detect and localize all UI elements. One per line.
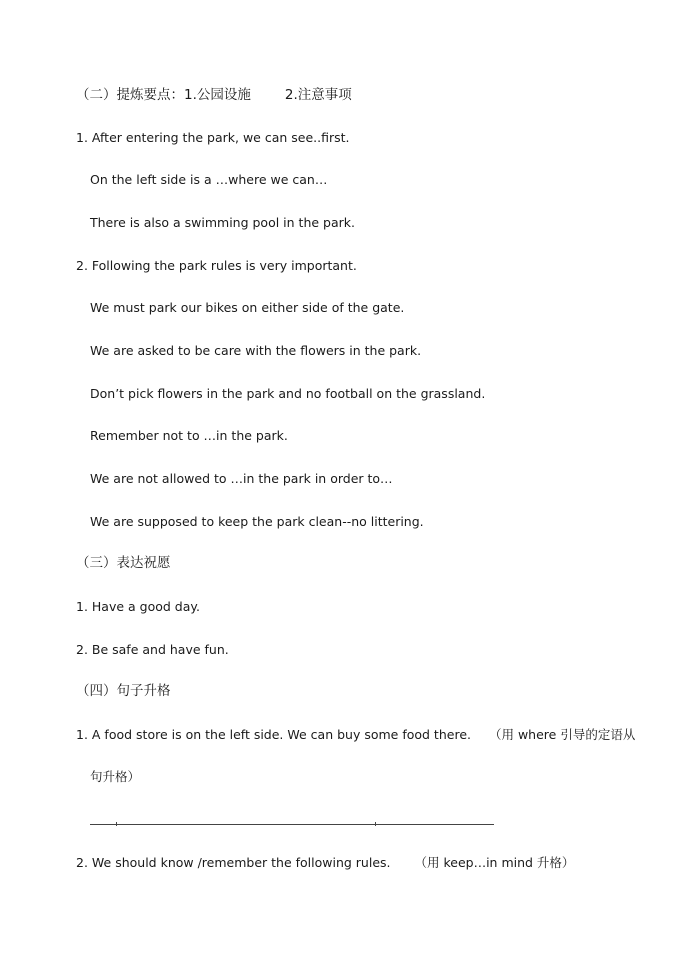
item-2-line-2: We are asked to be care with the flowers in the park. bbox=[90, 343, 422, 358]
question-1 bbox=[76, 727, 635, 743]
item-2-line-4: Remember not to …in the park. bbox=[90, 428, 288, 443]
item-1-title: 1. After entering the park, we can see..first. bbox=[76, 130, 350, 145]
item-2-line-5: We are not allowed to …in the park in order to… bbox=[90, 471, 393, 486]
section-3-heading: （三）表达祝愿 bbox=[76, 555, 171, 571]
item-2-title: 2. Following the park rules is very important. bbox=[76, 258, 357, 273]
answer-line-tick bbox=[116, 822, 117, 826]
section-2-prefix: （二）提炼要点： bbox=[76, 87, 184, 103]
item-2-line-1: We must park our bikes on either side of the gate. bbox=[90, 300, 405, 315]
question-2-hint: （用 keep…in mind 升格） bbox=[414, 855, 575, 870]
item-2-line-6: We are supposed to keep the park clean--no littering. bbox=[90, 514, 424, 529]
answer-line[interactable] bbox=[90, 824, 494, 825]
question-2-text: 2. We should know /remember the following rules. bbox=[76, 855, 391, 870]
question-2 bbox=[76, 855, 574, 871]
question-1-hint: （用 where 引导的定语从 bbox=[488, 727, 636, 742]
section-2-heading bbox=[76, 87, 352, 103]
section-3-item-1: 1. Have a good day. bbox=[76, 599, 200, 614]
item-1-line-2: There is also a swimming pool in the park. bbox=[90, 215, 355, 230]
section-3-item-2: 2. Be safe and have fun. bbox=[76, 642, 229, 657]
question-1-text: 1. A food store is on the left side. We can buy some food there. bbox=[76, 727, 471, 742]
item-1-line-1: On the left side is a …where we can… bbox=[90, 172, 328, 187]
section-4-heading: （四）句子升格 bbox=[76, 683, 171, 699]
question-1-hint-continued: 句升格） bbox=[90, 769, 141, 784]
answer-line-tick bbox=[375, 822, 376, 826]
item-2-line-3: Don’t pick flowers in the park and no football on the grassland. bbox=[90, 386, 486, 401]
section-2-point-1: 1.公园设施 bbox=[184, 87, 251, 103]
section-2-point-2: 2.注意事项 bbox=[284, 87, 352, 103]
